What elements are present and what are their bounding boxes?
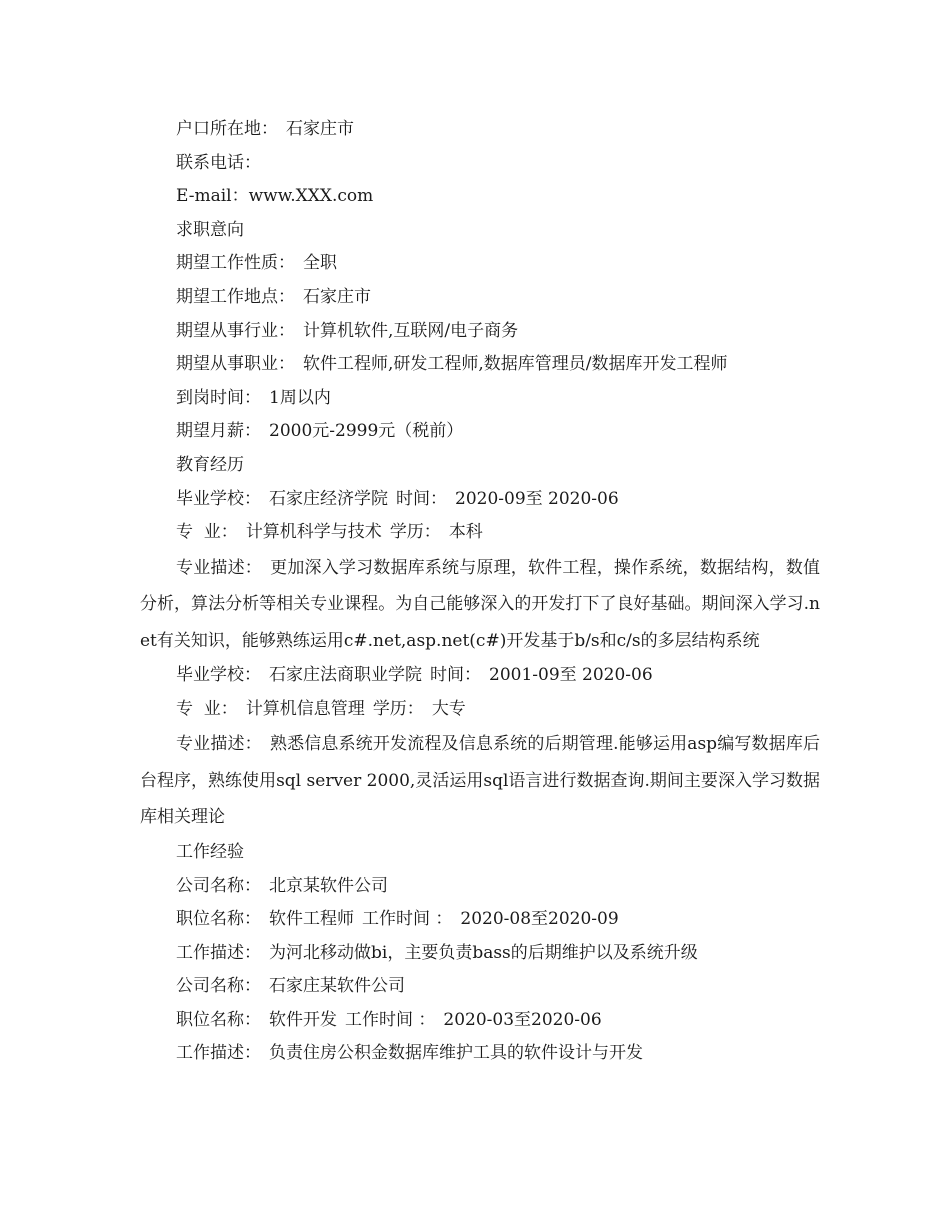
- work-desc-label: 工作描述：: [176, 1043, 261, 1064]
- edu-time-value: 2001-09至 2020-06: [489, 665, 653, 686]
- intent-salary-value: 2000元-2999元（税前）: [269, 421, 464, 442]
- intent-heading: [140, 214, 820, 248]
- work-company-value: 北京某软件公司: [269, 875, 388, 896]
- intent-industry-label: 期望从事行业：: [176, 320, 295, 341]
- intent-nature-line: [140, 247, 820, 281]
- edu-major-label: 专 业：: [176, 698, 238, 719]
- edu-degree-label: 学历：: [389, 522, 441, 543]
- work-company-line: [140, 870, 820, 904]
- work-position-value: 软件开发: [269, 1009, 337, 1030]
- edu-school-line: [140, 659, 820, 693]
- work-time-label: 工作时间 ：: [345, 1009, 436, 1030]
- work-desc-line: [140, 1037, 820, 1071]
- work-position-label: 职位名称：: [176, 909, 261, 930]
- edu-degree-value: 本科: [448, 522, 483, 543]
- edu-desc-label: 专业描述：: [176, 557, 262, 578]
- edu-major-line: [140, 693, 820, 727]
- work-desc-label: 工作描述：: [176, 942, 261, 963]
- work-heading: [140, 836, 820, 870]
- work-company-label: 公司名称：: [176, 875, 261, 896]
- edu-time-label: 时间：: [396, 488, 447, 509]
- intent-industry-value: 计算机软件,互联网/电子商务: [303, 320, 519, 341]
- edu-major-value: 计算机科学与技术: [245, 522, 382, 543]
- education-heading: [140, 449, 820, 483]
- intent-nature-value: 全职: [303, 253, 337, 274]
- work-company-label: 公司名称：: [176, 976, 261, 997]
- work-position-line: [140, 903, 820, 937]
- edu-school-label: 毕业学校：: [176, 665, 261, 686]
- phone-line: [140, 147, 820, 181]
- work-time-value: 2020-08至2020-09: [460, 909, 619, 930]
- intent-location-label: 期望工作地点：: [176, 286, 295, 307]
- edu-school-label: 毕业学校：: [176, 488, 261, 509]
- edu-degree-label: 学历：: [372, 698, 424, 719]
- work-desc-line: [140, 937, 820, 971]
- hukou-label: 户口所在地：: [176, 119, 278, 139]
- email-line: [140, 180, 820, 214]
- work-desc-value: 为河北移动做bi，主要负责bass的后期维护以及系统升级: [269, 942, 698, 963]
- email-value: www.XXX.com: [248, 186, 374, 207]
- edu-desc-value: 熟悉信息系统开发流程及信息系统的后期管理.能够运用asp编写数据库后台程序，熟练使用sql server 2000,灵活运用sql语言进行数据查询.期间主要深入学习数据库相关理论: [140, 734, 820, 828]
- work-company-value: 石家庄某软件公司: [269, 976, 405, 997]
- work-desc-value: 负责住房公积金数据库维护工具的软件设计与开发: [269, 1043, 643, 1064]
- edu-school-value: 石家庄法商职业学院: [269, 665, 422, 686]
- intent-nature-label: 期望工作性质：: [176, 253, 295, 274]
- edu-major-label: 专 业：: [176, 522, 238, 543]
- intent-location-value: 石家庄市: [303, 286, 371, 307]
- intent-industry-line: [140, 315, 820, 349]
- education-heading-text: 教育经历: [176, 454, 244, 475]
- email-label: E-mail：: [176, 186, 249, 207]
- edu-time-value: 2020-09至 2020-06: [455, 488, 619, 509]
- work-position-value: 软件工程师: [269, 909, 354, 930]
- edu-time-label: 时间：: [430, 665, 481, 686]
- edu-major-line: [140, 516, 820, 550]
- intent-arrival-line: [140, 382, 820, 416]
- edu-degree-value: 大专: [431, 698, 466, 719]
- work-position-label: 职位名称：: [176, 1009, 261, 1030]
- intent-salary-line: [140, 415, 820, 449]
- intent-arrival-label: 到岗时间：: [176, 387, 261, 408]
- work-time-label: 工作时间 ：: [362, 909, 453, 930]
- intent-location-line: [140, 281, 820, 315]
- edu-major-value: 计算机信息管理: [245, 698, 365, 719]
- resume-body: [140, 113, 820, 1071]
- work-company-line: [140, 970, 820, 1004]
- intent-heading-text: 求职意向: [176, 219, 244, 240]
- intent-position-line: [140, 348, 820, 382]
- hukou-line: [140, 113, 820, 147]
- edu-school-value: 石家庄经济学院: [269, 488, 388, 509]
- work-heading-text: 工作经验: [176, 841, 244, 862]
- phone-label: 联系电话：: [176, 152, 261, 173]
- hukou-value: 石家庄市: [286, 119, 354, 139]
- intent-arrival-value: 1周以内: [269, 387, 331, 408]
- intent-position-label: 期望从事职业：: [176, 354, 295, 375]
- work-position-line: [140, 1004, 820, 1038]
- intent-salary-label: 期望月薪：: [176, 421, 261, 442]
- edu-description: [140, 726, 820, 836]
- work-time-value: 2020-03至2020-06: [443, 1009, 602, 1030]
- edu-description: [140, 550, 820, 660]
- edu-desc-value: 更加深入学习数据库系统与原理，软件工程，操作系统，数据结构，数值分析，算法分析等相关专业课程。为自己能够深入的开发打下了良好基础。期间深入学习.net有关知识，能够熟练运用c#.net,asp.net(c#)开发基于b/s和c/s的多层结构系统: [140, 557, 821, 651]
- edu-desc-label: 专业描述：: [176, 734, 262, 755]
- edu-school-line: [140, 483, 820, 517]
- intent-position-value: 软件工程师,研发工程师,数据库管理员/数据库开发工程师: [303, 354, 728, 375]
